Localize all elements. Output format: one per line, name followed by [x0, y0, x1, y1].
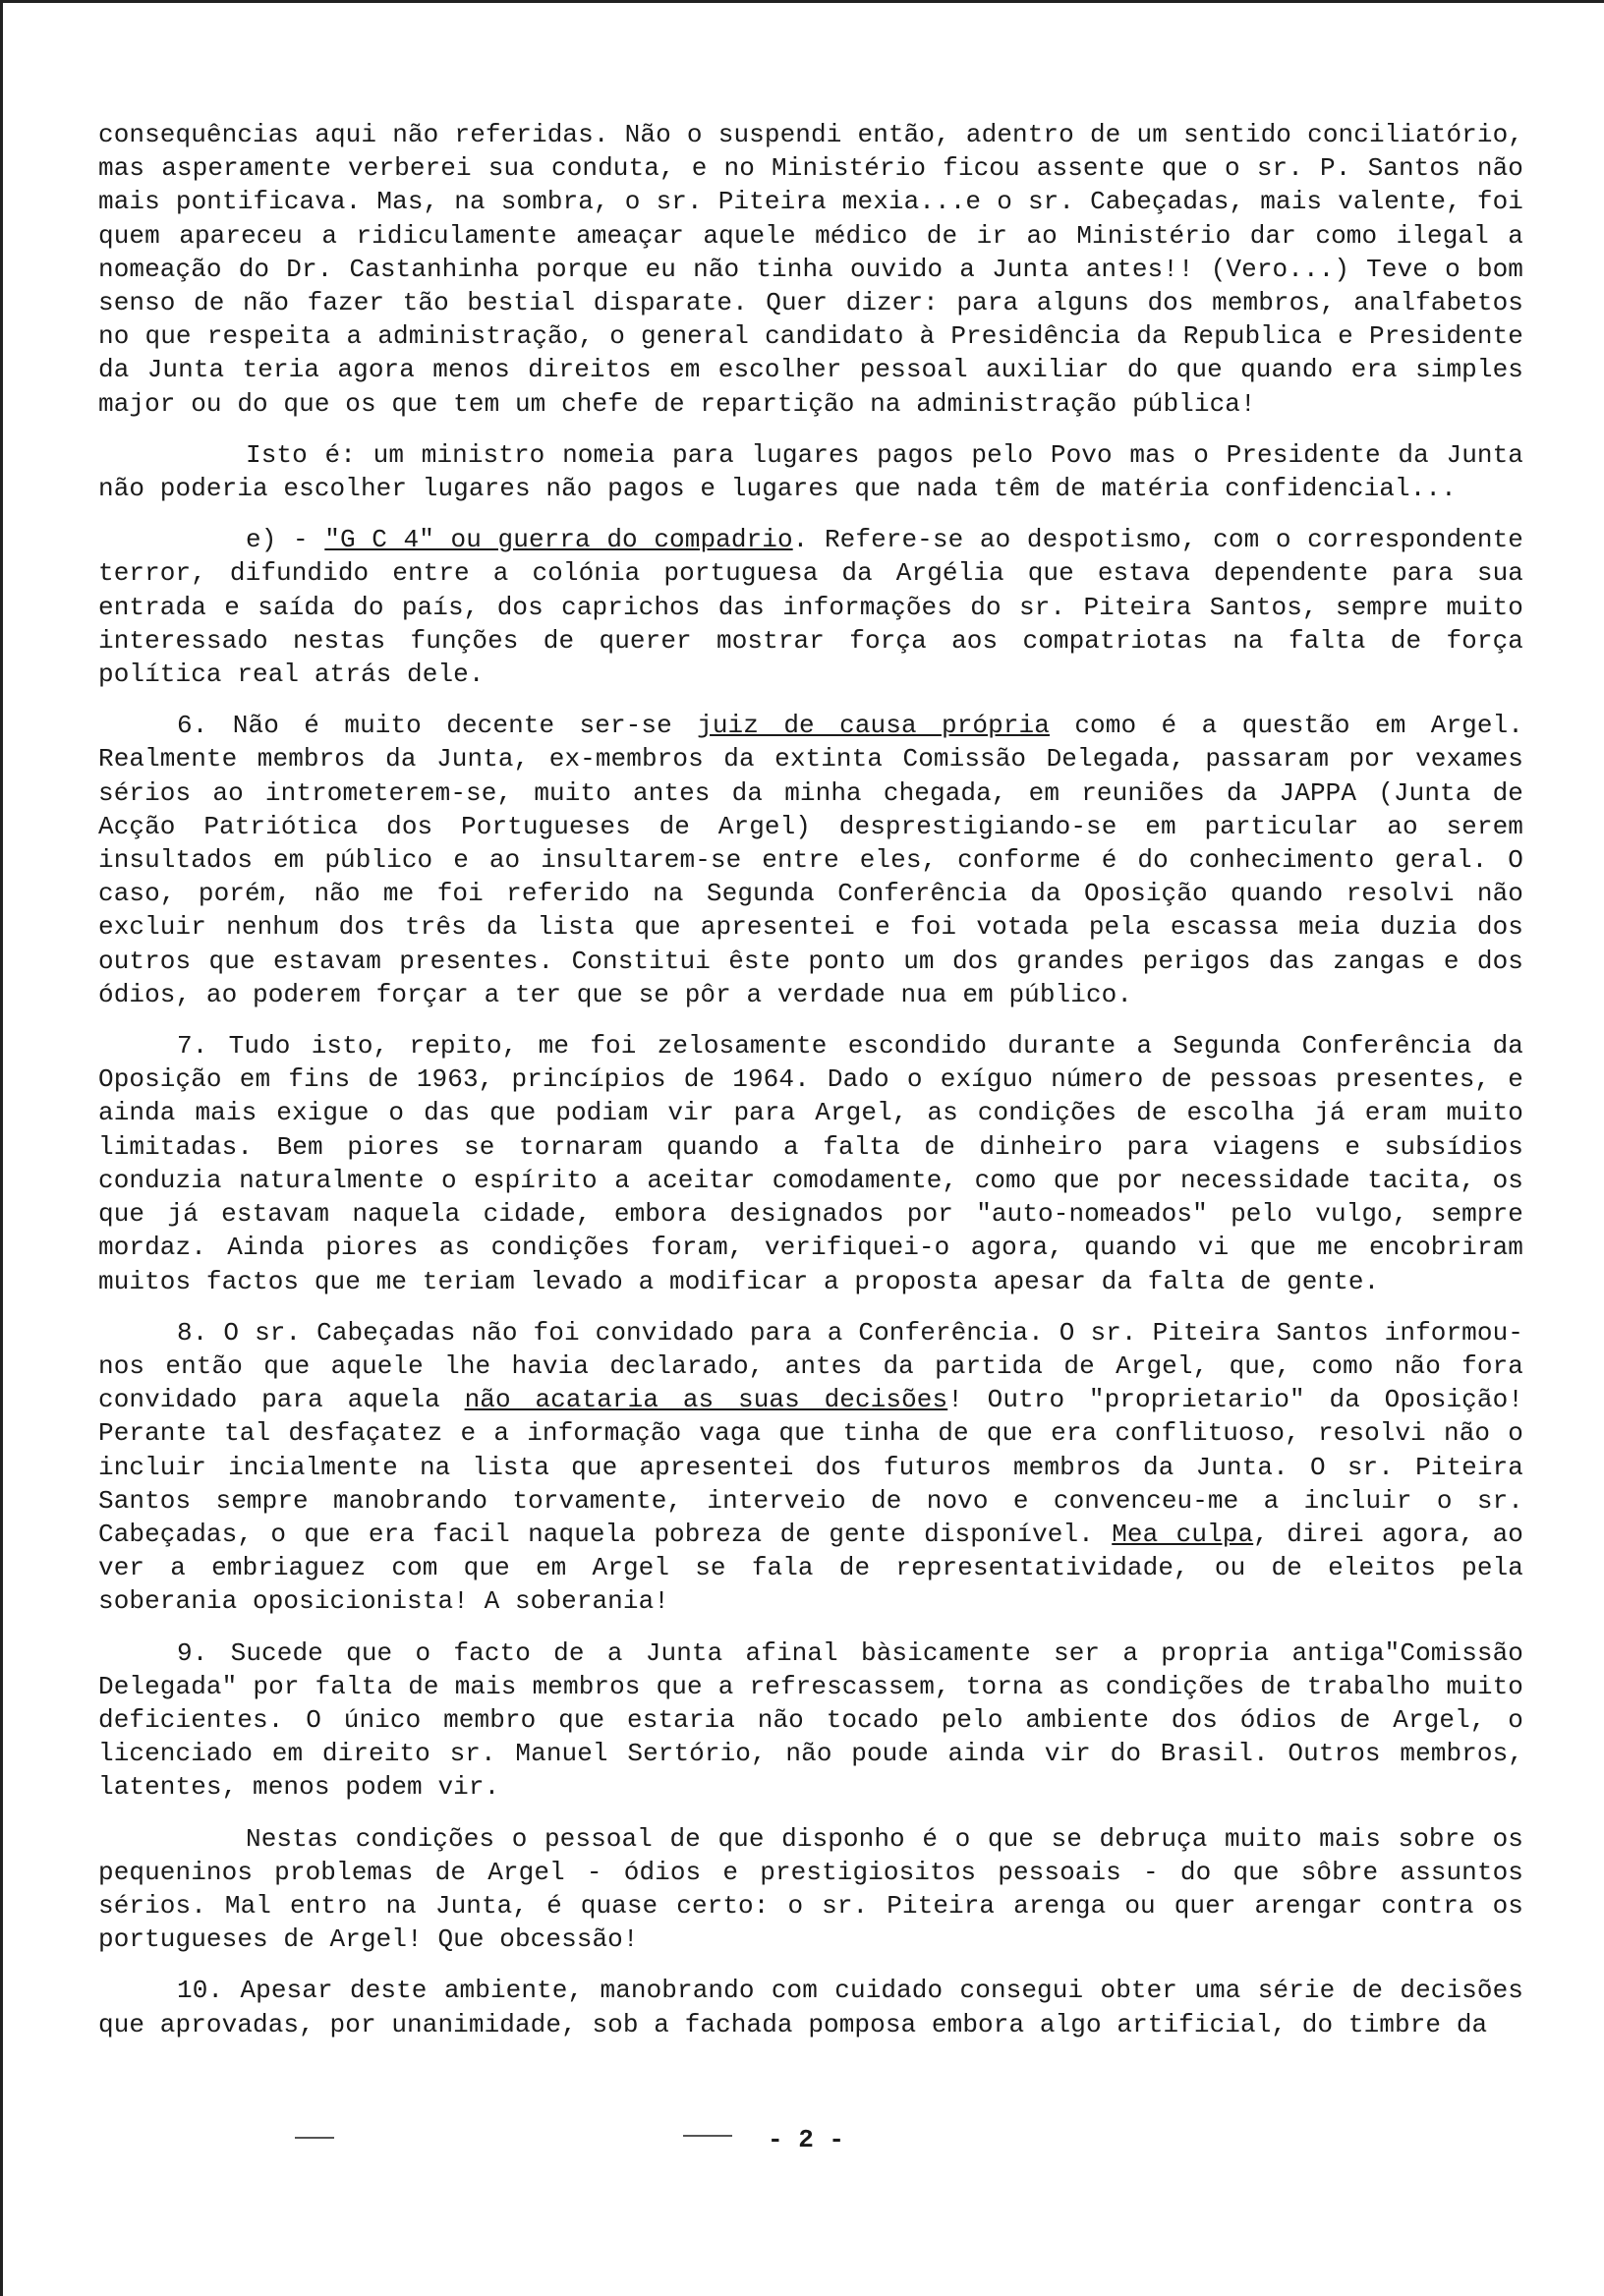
paragraph-6-text: como é a questão em Argel. Realmente membros da Junta, ex-membros da extinta Comissão Delegada, passaram por vexames sérios ao intrometerem-se, muito antes da minha chegada, em reuniões da JAPPA (Junta de Acção Patriótica dos Portugueses de Argel) desprestigiando-se em particular ao serem insultados em público e ao insultarem-se entre eles, conforme é do conhecimento geral. O caso, porém, não me foi referido na Segunda Conferência da Oposição quando resolvi não excluir nenhum dos três da lista que apresentei e foi votada pela escassa meia duzia dos outros que estavam presentes. Constitui êste ponto um dos grandes perigos das zangas e dos ódios, ao poderem forçar a ter que se pôr a verdade nua em público.: [98, 711, 1523, 1009]
page-number: - 2 -: [767, 2125, 844, 2154]
paragraph-8-middle: ! Outro "proprietario" da Oposição! Perante tal desfaçatez e a informação vaga que tinha de que era conflituoso, resolvi não o incluir incialmente na lista que apresentei dos futuros membros da Junta. O sr. Piteira Santos sempre manobrando torvamente, interveio de novo e convenceu-me a incluir o sr. Cabeçadas, o que era facil naquela pobreza de gente disponível.: [98, 1385, 1523, 1549]
paragraph-8: [98, 1316, 1523, 1619]
document-body: [98, 118, 1523, 2059]
paragraph-e-prefix: e) -: [246, 525, 325, 555]
paragraph-7: 7. Tudo isto, repito, me foi zelosamente escondido durante a Segunda Conferência da Oposição em fins de 1963, princípios de 1964. Dado o exíguo número de pessoas presentes, e ainda mais exigue o das que podiam vir para Argel, as condições de escolha já eram muito limitadas. Bem piores se tornaram quando a falta de dinheiro para viagens e subsídios conduzia naturalmente o espírito a aceitar comodamente, como que por necessidade tacita, os que já estavam naquela cidade, embora designados por "auto-nomeados" pelo vulgo, sempre mordaz. Ainda piores as condições foram, verifiquei-o agora, quando vi que me encobriram muitos factos que me teriam levado a modificar a proposta apesar da falta de gente.: [98, 1031, 1523, 1296]
paragraph-6-prefix: 6. Não é muito decente ser-se: [177, 711, 698, 741]
underlined-gc4: "G C 4" ou guerra do compadrio: [324, 525, 793, 555]
paragraph-6: [98, 709, 1523, 1011]
paragraph-consequencias: consequências aqui não referidas. Não o suspendi então, adentro de um sentido conciliatório, mas asperamente verberei sua conduta, e no Ministério ficou assente que o sr. P. Santos não mais pontificava. Mas, na sombra, o sr. Piteira mexia...e o sr. Cabeçadas, mais valente, foi quem apareceu a ridiculamente ameaçar aquele médico de ir ao Ministério dar como ilegal a nomeação do Dr. Castanhinha porque eu não tinha ouvido a Junta antes!! (Vero...) Teve o bom senso de não fazer tão bestial disparate. Quer dizer: para alguns dos membros, analfabetos no que respeita a administração, o general candidato à Presidência da Republica e Presidente da Junta teria agora menos direitos em escolher pessoal auxiliar do que quando era simples major ou do que os que tem um chefe de repartição na administração pública!: [98, 120, 1523, 419]
paragraph-nestas-condicoes: Nestas condições o pessoal de que disponho é o que se debruça muito mais sobre os pequeninos problemas de Argel - ódios e prestigiositos pessoais - do que sôbre assuntos sérios. Mal entro na Junta, é quase certo: o sr. Piteira arenga ou quer arengar contra os portugueses de Argel! Que obcessão!: [98, 1823, 1523, 1955]
margin-mark-center: [683, 2135, 732, 2137]
underlined-nao-acataria: não acataria as suas decisões: [464, 1385, 948, 1415]
paragraph-isto-e: Isto é: um ministro nomeia para lugares pagos pelo Povo mas o Presidente da Junta não poderia escolher lugares não pagos e lugares que nada têm de matéria confidencial...: [98, 439, 1523, 504]
page-left-edge: [0, 0, 3, 2296]
paragraph-e-gc4: [98, 523, 1523, 691]
paragraph-9: 9. Sucede que o facto de a Junta afinal bàsicamente ser a propria antiga"Comissão Delegada" por falta de mais membros que a refrescassem, torna as condições de trabalho muito deficientes. O único membro que estaria não tocado pelo ambiente dos ódios de Argel, o licenciado em direito sr. Manuel Sertório, não poude ainda vir do Brasil. Outros membros, latentes, menos podem vir.: [98, 1637, 1523, 1803]
margin-mark-left: [295, 2137, 334, 2139]
paragraph-10: 10. Apesar deste ambiente, manobrando com cuidado consegui obter uma série de decisões que aprovadas, por unanimidade, sob a fachada pomposa embora algo artificial, do timbre da: [98, 1976, 1523, 2039]
paragraph-e-text: . Refere-se ao despotismo, com o correspondente terror, difundido entre a colónia portuguesa da Argélia que estava dependente para sua entrada e saída do país, dos caprichos das informações do sr. Piteira Santos, sempre muito interessado nestas funções de querer mostrar força aos compatriotas na falta de força política real atrás dele.: [98, 525, 1523, 690]
underlined-mea-culpa: Mea culpa: [1112, 1519, 1254, 1549]
underlined-juiz-causa-propria: juiz de causa própria: [697, 711, 1050, 741]
page-top-edge: [0, 0, 1604, 3]
paragraph-8-text: , direi agora, ao ver a embriaguez com que em Argel se fala de representatividade, ou de eleitos pela soberania oposicionista! A soberania!: [98, 1519, 1523, 1617]
paragraph-8-prefix: 8. O sr. Cabeçadas não foi convidado para a Conferência. O sr. Piteira Santos informou-nos então que aquele lhe havia declarado, antes da partida de Argel, que, como não fora convidado para aquela: [98, 1317, 1523, 1415]
